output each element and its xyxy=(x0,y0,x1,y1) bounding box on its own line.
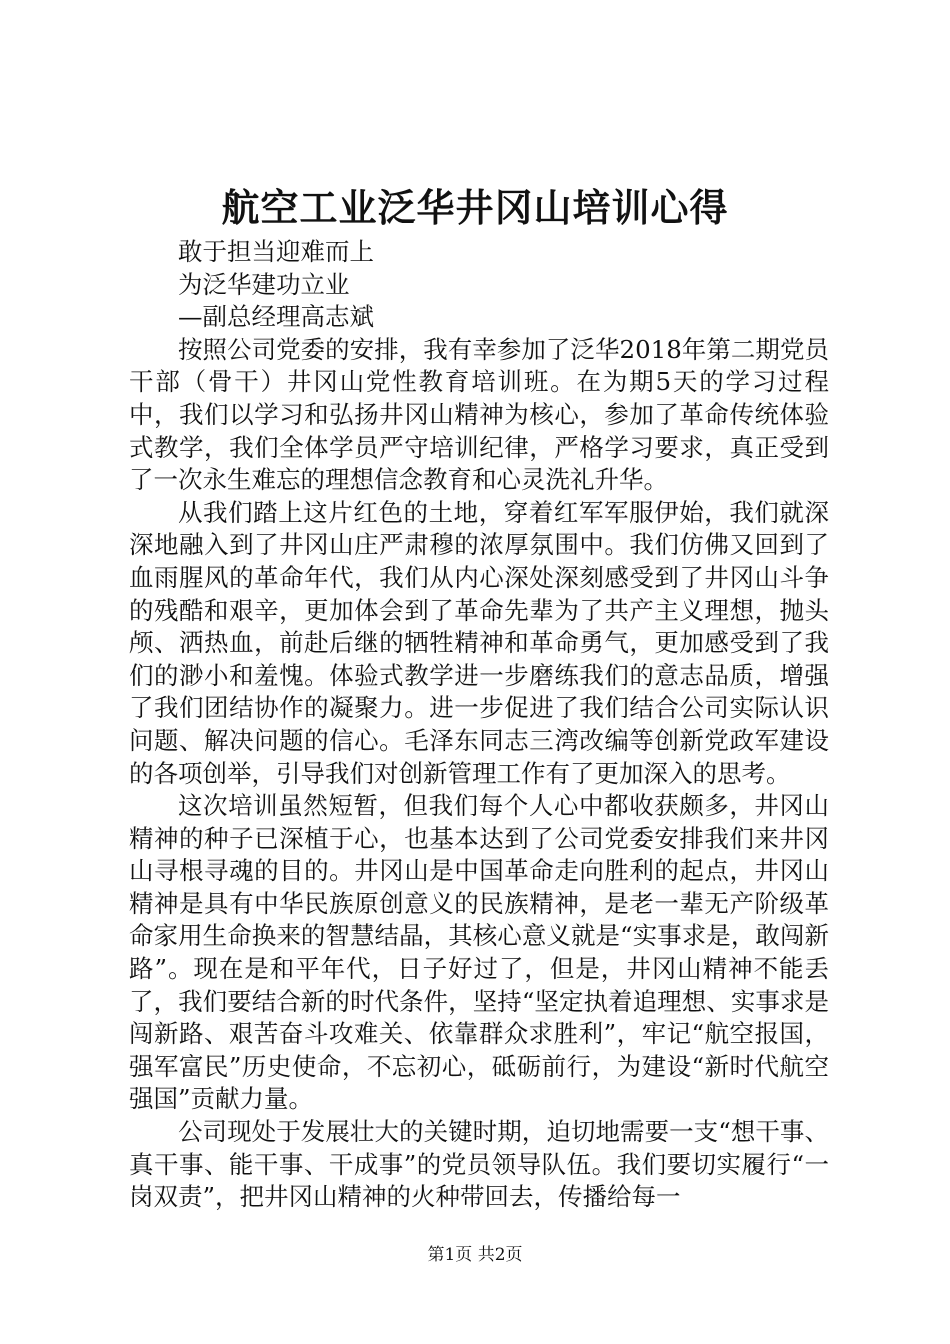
document-title: 航空工业泛华井冈山培训心得 xyxy=(221,185,729,230)
page-number-footer: 第1页 共2页 xyxy=(427,1245,523,1265)
subtitle-line: 为泛华建功立业 xyxy=(178,269,350,299)
document-body xyxy=(129,236,829,1214)
body-paragraph: 按照公司党委的安排，我有幸参加了泛华2018年第二期党员干部（骨干）井冈山党性教育培训班。在为期5天的学习过程中，我们以学习和弘扬井冈山精神为核心，参加了革命传统体验式教学，我们全体学员严守培训纪律，严格学习要求，真正受到了一次永生难忘的理想信念教育和心灵洗礼升华。 xyxy=(129,334,829,495)
subtitle-line: 敢于担当迎难而上 xyxy=(178,237,374,266)
author-line: —副总经理高志斌 xyxy=(178,302,374,332)
body-paragraph: 这次培训虽然短暂，但我们每个人心中都收获颇多，井冈山精神的种子已深植于心，也基本达到了公司党委安排我们来井冈山寻根寻魂的目的。井冈山是中国革命走向胜利的起点，井冈山精神是具有中华民族原创意义的民族精神，是老一辈无产阶级革命家用生命换来的智慧结晶，其核心意义就是“实事求是，敢闯新路”。现在是和平年代，日子好过了，但是，井冈山精神不能丢了，我们要结合新的时代条件，坚持“坚定执着追理想、实事求是闯新路、艰苦奋斗攻难关、依靠群众求胜利”，牢记“航空报国，强军富民”历史使命，不忘初心，砥砺前行，为建设“新时代航空强国”贡献力量。 xyxy=(129,791,829,1114)
body-paragraph: 从我们踏上这片红色的土地，穿着红军军服伊始，我们就深深地融入到了井冈山庄严肃穆的浓厚氛围中。我们仿佛又回到了血雨腥风的革命年代，我们从内心深处深刻感受到了井冈山斗争的残酷和艰辛，更加体会到了革命先辈为了共产主义理想，抛头颅、洒热血，前赴后继的牺牲精神和革命勇气，更加感受到了我们的渺小和羞愧。体验式教学进一步磨练我们的意志品质，增强了我们团结协作的凝聚力。进一步促进了我们结合公司实际认识问题、解决问题的信心。毛泽东同志三湾改编等创新党政军建设的各项创举，引导我们对创新管理工作有了更加深入的思考。 xyxy=(129,497,829,788)
body-paragraph: 公司现处于发展壮大的关键时期，迫切地需要一支“想干事、真干事、能干事、干成事”的党员领导队伍。我们要切实履行“一岗双责”，把井冈山精神的火种带回去，传播给每一 xyxy=(129,1117,829,1212)
